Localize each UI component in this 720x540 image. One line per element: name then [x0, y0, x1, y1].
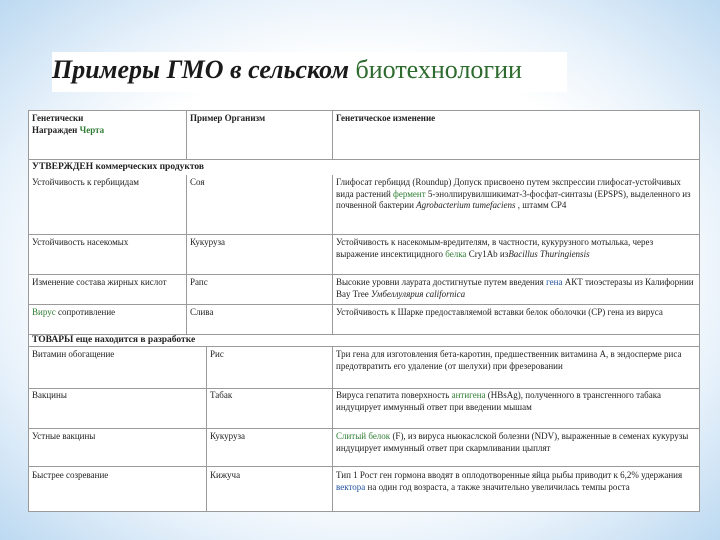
divider — [28, 234, 700, 235]
change-link[interactable]: фермент — [393, 188, 426, 199]
change-text: АКТ тиоэстеразы из Калифорнии Bay Tree — [336, 277, 694, 299]
change-text: на один год возраста, а также значительно увеличилась темпы роста — [365, 481, 630, 492]
change-text: (HBsAg), полученного в трансгенного табака индуцирует иммунный ответ при введении мышам — [336, 390, 661, 412]
divider — [206, 346, 207, 512]
change-link[interactable]: антигена — [451, 390, 486, 400]
row-change — [336, 177, 696, 212]
row-organism: Кукуруза — [210, 431, 246, 441]
row-organism: Рис — [210, 349, 224, 359]
divider — [332, 346, 333, 512]
header-change: Генетическое изменение — [336, 113, 436, 123]
row-change: Устойчивость к Шарке предоставляемой вставки белок оболочки (CP) гена из вируса — [336, 307, 663, 317]
title-green: биотехнологии — [355, 55, 522, 84]
change-italic: Умбеллулярия californica — [371, 288, 466, 299]
table-border-top — [28, 110, 700, 111]
change-italic: Bacillus Thuringiensis — [508, 248, 590, 259]
row-change — [336, 431, 696, 454]
row-trait: Устные вакцины — [32, 431, 96, 441]
change-link[interactable]: вектора — [336, 481, 366, 492]
change-text: , штамм CP4 — [515, 200, 567, 210]
row-organism: Слива — [190, 307, 214, 317]
divider — [186, 110, 187, 159]
change-link[interactable]: Слитый белок — [336, 431, 391, 441]
header-trait-prefix: Награжден — [32, 124, 80, 135]
change-text: Глифосат гербицид (Roundup) Допуск присвоено путем экспрессии глифосат-устойчивых вида растений — [336, 177, 681, 199]
change-link[interactable]: белка — [445, 248, 467, 259]
divider — [28, 304, 700, 305]
change-text: 5-энолпирувилшикимат-3-фосфат-синтазы (EPSPS), выделенного из почвенной бактерии — [336, 188, 691, 210]
row-organism: Табак — [210, 390, 233, 400]
row-organism: Соя — [190, 177, 205, 187]
row-organism: Рапс — [190, 277, 208, 287]
divider — [186, 175, 187, 334]
section-development: ТОВАРЫ еще находится в разработке — [32, 335, 196, 345]
row-change — [336, 277, 696, 300]
divider — [332, 175, 333, 334]
header-trait-line1: Генетически — [32, 113, 84, 123]
change-text: Высокие уровни лаурата достигнутые путем введения — [336, 277, 547, 287]
change-text: (F), из вируса ньюкаслской болезни (NDV), выраженные в семенах кукурузы индуцирует иммунный ответ при скармливании цыплят — [336, 431, 689, 453]
slide-title — [52, 52, 567, 92]
row-organism: Кукуруза — [190, 237, 226, 247]
header-trait — [32, 113, 182, 136]
row-trait: Вакцины — [32, 390, 67, 400]
divider — [28, 466, 700, 467]
trait-text: сопротивление — [55, 307, 116, 317]
change-link[interactable]: гена — [546, 277, 563, 287]
table-border-left — [28, 110, 29, 512]
row-change — [336, 390, 696, 413]
divider — [28, 388, 700, 389]
row-trait — [32, 307, 184, 319]
title-main: Примеры ГМО в сельском — [52, 55, 350, 84]
change-text: Cry1Ab из — [466, 248, 509, 259]
table-border-right — [699, 110, 700, 512]
divider — [28, 159, 700, 160]
change-text: Устойчивость к насекомым-вредителям, в частности, кукурузного мотылька, через выражение инсектицидного — [336, 237, 654, 259]
row-change: Три гена для изготовления бета-каротин, предшественник витамина А, в эндосперме риса предотвратить его удаление (от шелухи) при фрезеровании — [336, 349, 682, 371]
row-trait: Устойчивость к гербицидам — [32, 177, 139, 187]
trait-link[interactable]: Вирус — [32, 307, 56, 317]
divider — [332, 110, 333, 159]
row-trait: Витамин обогащение — [32, 349, 115, 359]
table-border-bottom — [28, 511, 700, 512]
divider — [28, 274, 700, 275]
row-organism: Кижуча — [210, 470, 241, 480]
header-trait-link[interactable]: Черта — [79, 124, 105, 135]
change-text: Тип 1 Рост ген гормона вводят в оплодотворенные яйца рыбы приводит к 6,2% удержания — [336, 470, 683, 480]
header-organism: Пример Организм — [190, 113, 266, 123]
row-trait: Быстрее созревание — [32, 470, 109, 480]
row-change — [336, 470, 696, 493]
gmo-table — [28, 110, 700, 512]
row-trait: Изменение состава жирных кислот — [32, 277, 167, 287]
row-trait: Устойчивость насекомых — [32, 237, 129, 247]
divider — [28, 428, 700, 429]
change-text: Вируса гепатита поверхность — [336, 390, 452, 400]
change-italic: Agrobacterium tumefaciens — [416, 200, 516, 210]
row-change — [336, 237, 696, 260]
section-approved: УТВЕРЖДЕН коммерческих продуктов — [32, 162, 205, 172]
